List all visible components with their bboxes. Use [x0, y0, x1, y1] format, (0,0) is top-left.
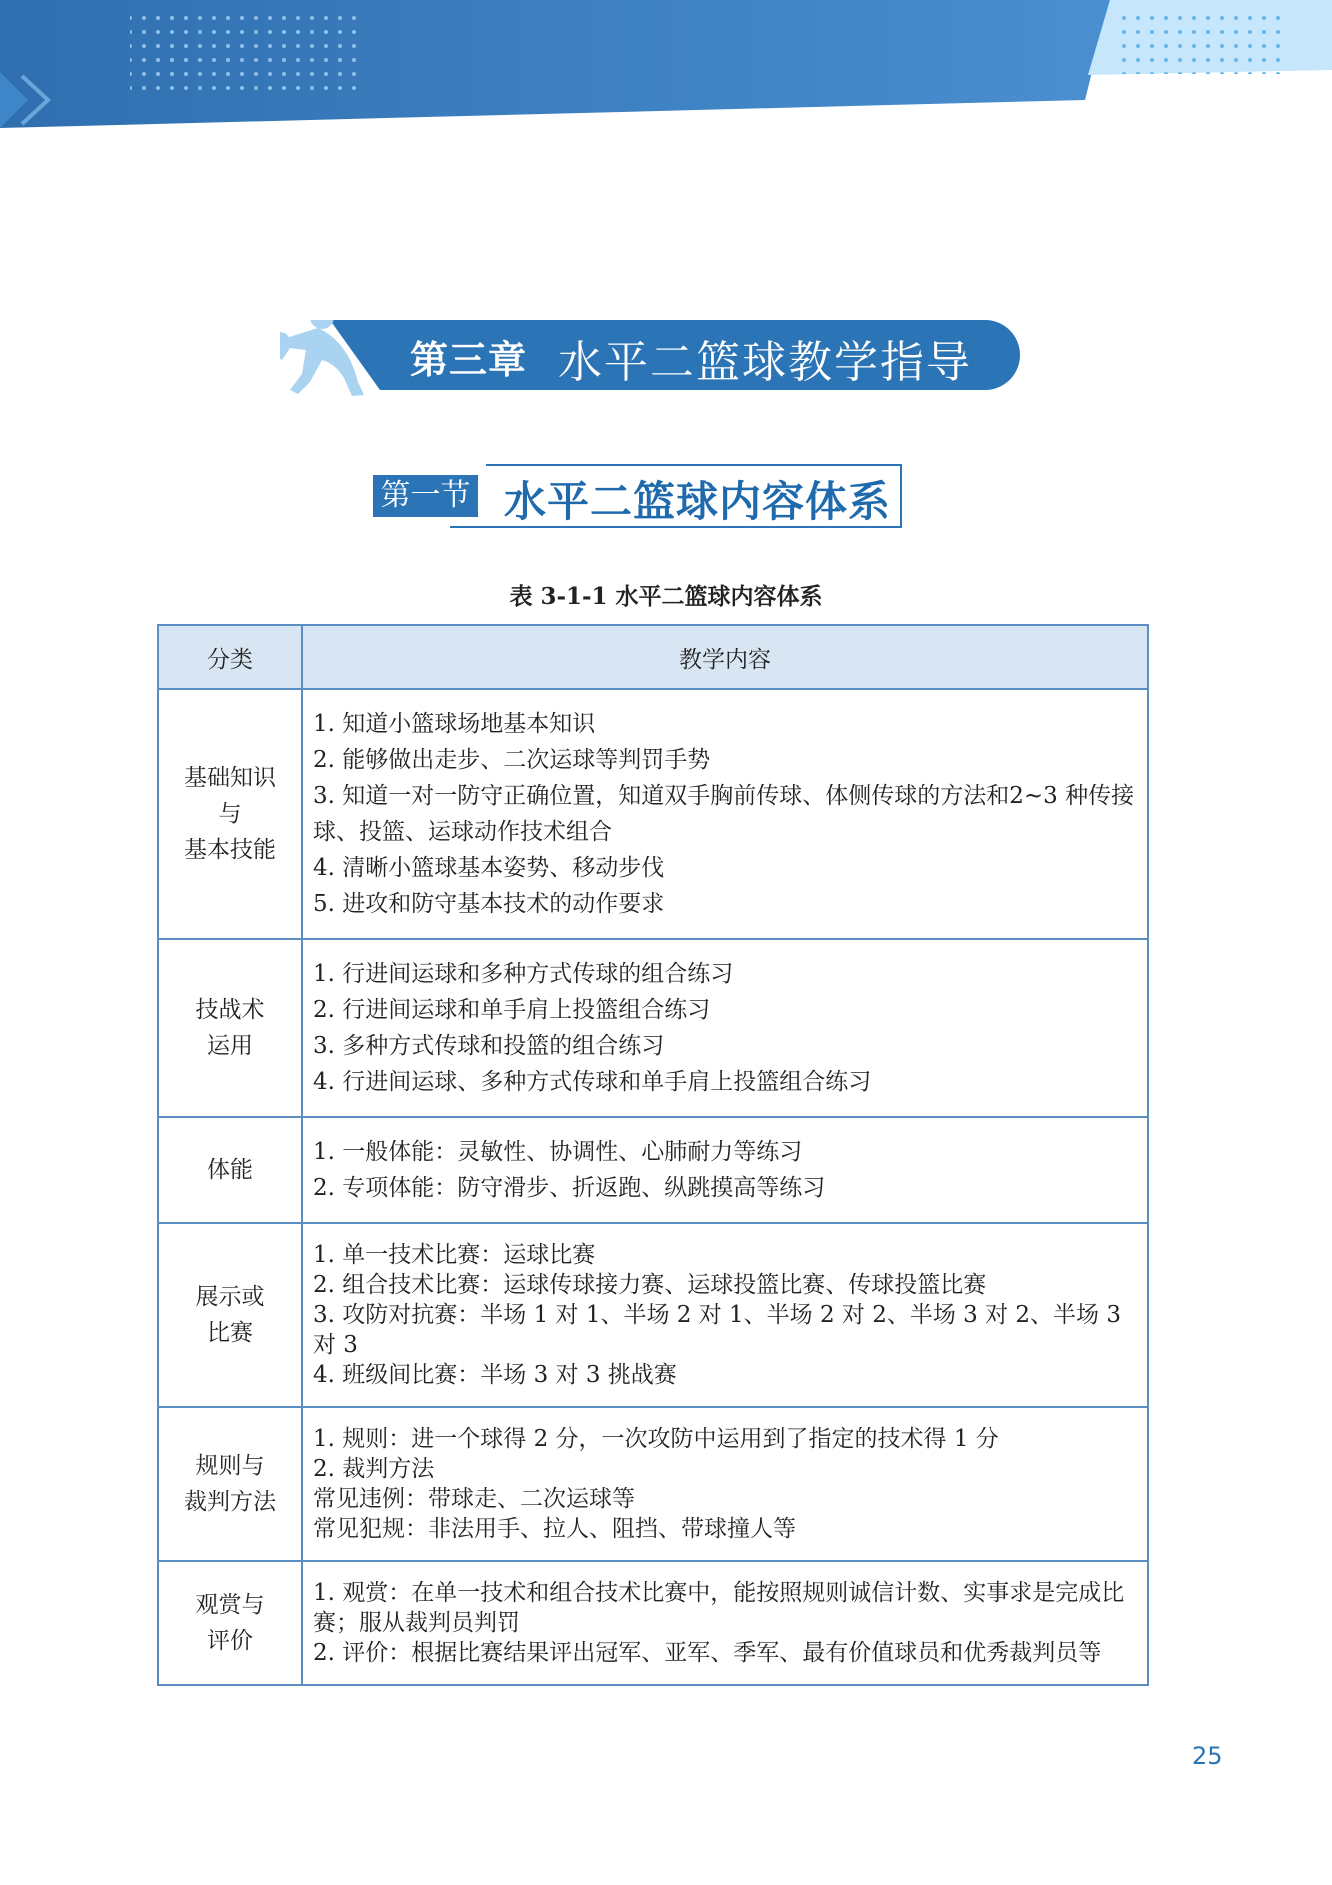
table-row	[158, 1561, 1148, 1685]
row-items	[302, 1561, 1148, 1685]
row-category: 技战术 运用	[158, 939, 302, 1117]
content-table	[157, 624, 1149, 1686]
section-heading	[370, 464, 940, 534]
list-item: 3. 攻防对抗赛：半场 1 对 1、半场 2 对 1、半场 2 对 2、半场 3 对 2、半场 3 对 3	[313, 1302, 1121, 1358]
row-items	[302, 1223, 1148, 1407]
header-banner	[0, 0, 1332, 130]
list-item: 1. 知道小篮球场地基本知识	[313, 711, 596, 737]
list-item: 3. 多种方式传球和投篮的组合练习	[313, 1033, 665, 1059]
row-items	[302, 939, 1148, 1117]
list-item: 2. 行进间运球和单手肩上投篮组合练习	[313, 997, 711, 1023]
list-item: 2. 能够做出走步、二次运球等判罚手势	[313, 747, 711, 773]
section-label: 第一节	[373, 475, 478, 517]
table-caption: 表 3-1-1 水平二篮球内容体系	[509, 583, 823, 610]
list-item: 3. 知道一对一防守正确位置，知道双手胸前传球、体侧传球的方法和2~3 种传接球、投篮、运球动作技术组合	[313, 783, 1135, 845]
list-item: 常见违例：带球走、二次运球等	[313, 1486, 635, 1512]
list-item: 2. 评价：根据比赛结果评出冠军、亚军、季军、最有价值球员和优秀裁判员等	[313, 1640, 1102, 1666]
table-row	[158, 939, 1148, 1117]
chapter-heading	[280, 320, 1025, 390]
list-item: 4. 行进间运球、多种方式传球和单手肩上投篮组合练习	[313, 1069, 872, 1095]
table-row	[158, 1223, 1148, 1407]
page-number: 25	[1192, 1742, 1223, 1770]
list-item: 常见犯规：非法用手、拉人、阻挡、带球撞人等	[313, 1516, 796, 1542]
chapter-label: 第三章	[410, 338, 528, 382]
list-item: 2. 裁判方法	[313, 1456, 435, 1482]
row-category: 展示或 比赛	[158, 1223, 302, 1407]
list-item: 1. 观赏：在单一技术和组合技术比赛中，能按照规则诚信计数、实事求是完成比赛；服从裁判员判罚	[313, 1580, 1125, 1636]
chapter-title: 水平二篮球教学指导	[558, 337, 972, 388]
table-row	[158, 689, 1148, 939]
row-category: 基础知识 与 基本技能	[158, 689, 302, 939]
list-item: 4. 清晰小篮球基本姿势、移动步伐	[313, 855, 665, 881]
list-item: 2. 专项体能：防守滑步、折返跑、纵跳摸高等练习	[313, 1175, 826, 1201]
list-item: 5. 进攻和防守基本技术的动作要求	[313, 891, 665, 917]
list-item: 2. 组合技术比赛：运球传球接力赛、运球投篮比赛、传球投篮比赛	[313, 1272, 987, 1298]
header-content: 教学内容	[302, 625, 1148, 689]
table-row	[158, 1407, 1148, 1561]
row-category: 体能	[158, 1117, 302, 1223]
row-category: 规则与 裁判方法	[158, 1407, 302, 1561]
list-item: 1. 一般体能：灵敏性、协调性、心肺耐力等练习	[313, 1139, 803, 1165]
row-items	[302, 1407, 1148, 1561]
row-items	[302, 1117, 1148, 1223]
table-header-row	[158, 625, 1148, 689]
row-items	[302, 689, 1148, 939]
list-item: 1. 规则：进一个球得 2 分，一次攻防中运用到了指定的技术得 1 分	[313, 1426, 999, 1452]
list-item: 1. 单一技术比赛：运球比赛	[313, 1242, 596, 1268]
section-title: 水平二篮球内容体系	[504, 477, 892, 526]
list-item: 4. 班级间比赛：半场 3 对 3 挑战赛	[313, 1362, 677, 1388]
table-row	[158, 1117, 1148, 1223]
row-category: 观赏与 评价	[158, 1561, 302, 1685]
list-item: 1. 行进间运球和多种方式传球的组合练习	[313, 961, 734, 987]
header-category: 分类	[158, 625, 302, 689]
